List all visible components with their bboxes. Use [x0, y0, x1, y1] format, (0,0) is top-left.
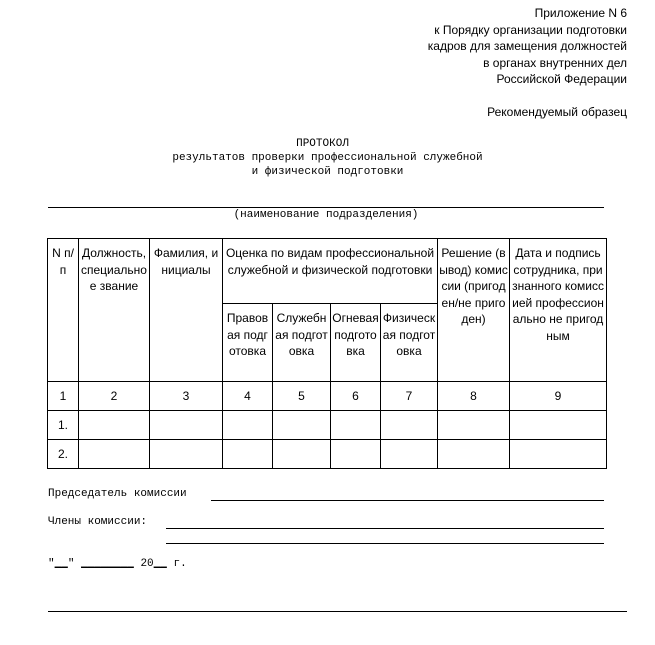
- header-assessment-group: Оценка по видам профессиональной служебной и физической подготовки: [223, 239, 438, 304]
- table-cell[interactable]: [150, 440, 223, 469]
- table-cell[interactable]: [223, 440, 273, 469]
- recommended-sample-label: Рекомендуемый образец: [487, 105, 627, 119]
- table-cell[interactable]: [438, 411, 510, 440]
- appendix-block: [428, 5, 627, 88]
- column-number: 9: [510, 382, 607, 411]
- table-cell[interactable]: [79, 411, 150, 440]
- header-service-training: Служебная подготовка: [273, 304, 331, 382]
- row-number: 1.: [48, 411, 79, 440]
- table-row: [48, 440, 607, 469]
- column-number: 7: [381, 382, 438, 411]
- header-legal-training: Правовая подготовка: [223, 304, 273, 382]
- column-number: 6: [331, 382, 381, 411]
- table-cell[interactable]: [331, 440, 381, 469]
- members-signature-line[interactable]: [166, 543, 604, 544]
- table-row: [48, 411, 607, 440]
- date-quote-open: ": [48, 558, 55, 570]
- column-number: 1: [48, 382, 79, 411]
- date-year-prefix: 20: [140, 558, 154, 570]
- column-number: 2: [79, 382, 150, 411]
- members-label: Члены комиссии:: [48, 516, 148, 528]
- date-year-suffix: г.: [173, 558, 187, 570]
- table-cell[interactable]: [510, 440, 607, 469]
- protocol-table: [47, 238, 607, 469]
- column-number: 8: [438, 382, 510, 411]
- header-firearms-training: Огневая подготовка: [331, 304, 381, 382]
- members-signature-line[interactable]: [166, 528, 604, 529]
- table-cell[interactable]: [510, 411, 607, 440]
- column-number: 3: [150, 382, 223, 411]
- header-position: Должность, специальное звание: [79, 239, 150, 382]
- column-number: 4: [223, 382, 273, 411]
- bottom-rule: [48, 611, 627, 612]
- column-numbers-row: [48, 382, 607, 411]
- date-month-blank[interactable]: ________: [81, 558, 134, 570]
- document-title: ПРОТОКОЛ: [296, 138, 349, 150]
- department-name-line: [48, 207, 604, 208]
- table-cell[interactable]: [331, 411, 381, 440]
- appendix-line: Российской Федерации: [496, 72, 627, 87]
- document-subtitle-line2: и физической подготовки: [251, 166, 404, 178]
- row-number: 2.: [48, 440, 79, 469]
- appendix-line: кадров для замещения должностей: [427, 39, 627, 54]
- table-cell[interactable]: [273, 411, 331, 440]
- date-row: [48, 558, 187, 570]
- header-decision: Решение (вывод) комиссии (пригоден/не пригоден): [438, 239, 510, 382]
- appendix-line: к Порядку организации подготовки: [434, 22, 627, 37]
- table-cell[interactable]: [273, 440, 331, 469]
- appendix-line: в органах внутренних дел: [483, 55, 627, 70]
- column-number: 5: [273, 382, 331, 411]
- table-cell[interactable]: [150, 411, 223, 440]
- appendix-line: Приложение N 6: [534, 6, 627, 20]
- date-year-blank[interactable]: __: [153, 558, 167, 570]
- table-cell[interactable]: [381, 440, 438, 469]
- header-name: Фамилия, инициалы: [150, 239, 223, 382]
- department-caption: (наименование подразделения): [233, 209, 419, 221]
- table-cell[interactable]: [438, 440, 510, 469]
- table-cell[interactable]: [223, 411, 273, 440]
- chairman-signature-line[interactable]: [211, 500, 604, 501]
- table-cell[interactable]: [79, 440, 150, 469]
- date-quote-close: ": [67, 558, 75, 570]
- header-signature: Дата и подпись сотрудника, признанного комиссией профессионально не пригодным: [510, 239, 607, 382]
- chairman-label: Председатель комиссии: [48, 488, 187, 500]
- header-number: N п/п: [48, 239, 79, 382]
- date-day-blank[interactable]: __: [54, 558, 68, 570]
- table-cell[interactable]: [381, 411, 438, 440]
- header-physical-training: Физическая подготовка: [381, 304, 438, 382]
- document-subtitle-line1: результатов проверки профессиональной служебной: [172, 152, 483, 164]
